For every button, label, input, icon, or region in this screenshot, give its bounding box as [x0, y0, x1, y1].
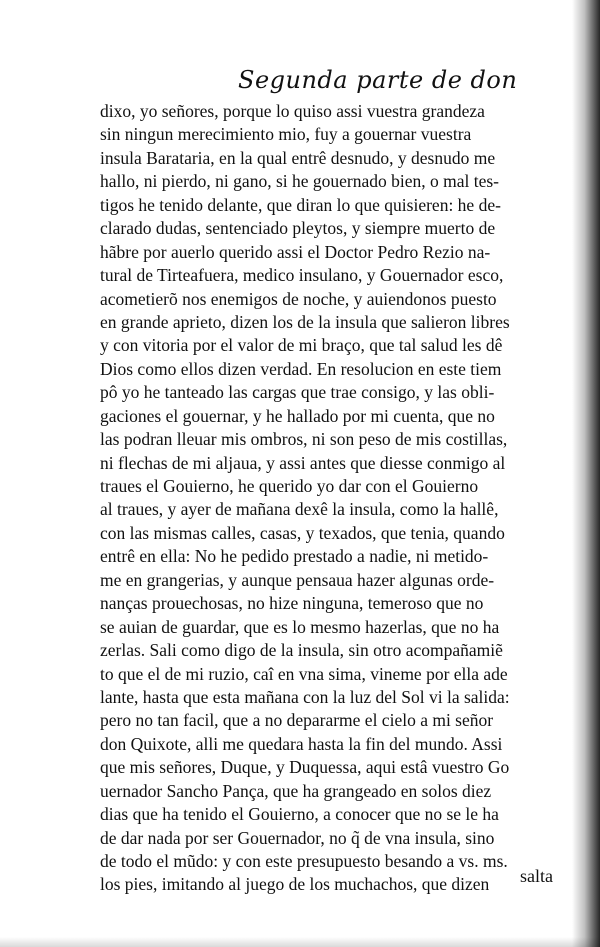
page-bottom-edge — [0, 937, 600, 947]
text-line: hãbre por auerlo querido assi el Doctor Pedro Rezio na- — [100, 241, 491, 262]
spine-shadow — [572, 0, 600, 947]
text-line: nanças prouechosas, no hize ninguna, temeroso que no — [100, 593, 484, 614]
text-line: los pies, imitando al juego de los muchachos, que dizen — [100, 874, 490, 895]
text-line: pô yo he tanteado las cargas que trae consigo, y las obli- — [100, 382, 495, 403]
text-line: uernador Sancho Pança, que ha grangeado en solos diez — [100, 780, 492, 801]
text-line: gaciones el gouernar, y he hallado por mi cuenta, que no — [100, 405, 495, 426]
text-line: y con vitoria por el valor de mi braço, que tal salud les dê — [100, 335, 503, 356]
catchword: salta — [520, 866, 553, 886]
text-line: lante, hasta que esta mañana con la luz del Sol vi la salida: — [100, 686, 510, 707]
text-line: Dios como ellos dizen verdad. En resolucion en este tiem — [100, 358, 502, 379]
text-line: con las mismas calles, casas, y texados, que tenia, quando — [100, 522, 505, 543]
text-line: me en grangerias, y aunque pensaua hazer algunas orde- — [100, 569, 495, 590]
text-line: de todo el mũdo: y con este presupuesto besando a vs. ms. — [100, 851, 508, 871]
text-line: de dar nada por ser Gouernador, no q̃ de vna insula, sino — [100, 827, 495, 848]
running-head: Segunda parte de don — [238, 66, 518, 94]
text-line: don Quixote, alli me quedara hasta la fin del mundo. Assi — [100, 733, 503, 754]
text-line: hallo, ni pierdo, ni gano, si he gouernado bien, o mal tes- — [100, 171, 500, 192]
text-line: al traues, y ayer de mañana dexê la insula, como la hallê, — [100, 499, 499, 520]
text-line: insula Barataria, en la qual entrê desnudo, y desnudo me — [100, 147, 496, 168]
text-line: se auian de guardar, que es lo mesmo hazerlas, que no ha — [100, 616, 500, 637]
text-line: ni flechas de mi aljaua, y assi antes que diesse conmigo al — [100, 452, 506, 473]
text-line: zerlas. Sali como digo de la insula, sin otro acompañamiẽ — [100, 640, 503, 661]
text-line: clarado dudas, sentenciado pleytos, y siempre muerto de — [100, 218, 496, 239]
body-text — [100, 100, 578, 897]
text-line: to que el de mi ruzio, caî en vna sima, vineme por ella ade — [100, 663, 508, 684]
text-line: traues el Gouierno, he querido yo dar con el Gouierno — [100, 476, 479, 496]
text-line: entrê en ella: No he pedido prestado a nadie, ni metido- — [100, 546, 489, 567]
text-line: acometierõ nos enemigos de noche, y auiendonos puesto — [100, 288, 497, 309]
text-line: en grande aprieto, dizen los de la insula que salieron libres — [100, 311, 510, 332]
text-line: pero no tan facil, que a no depararme el cielo a mi señor — [100, 710, 494, 731]
text-line: tigos he tenido delante, que diran lo que quisieren: he de- — [100, 194, 501, 215]
text-line: dixo, yo señores, porque lo quiso assi vuestra grandeza — [100, 101, 485, 121]
text-line: que mis señores, Duque, y Duquessa, aqui estâ vuestro Go — [100, 757, 510, 778]
text-line: sin ningun merecimiento mio, fuy a gouernar vuestra — [100, 124, 472, 145]
text-line: tural de Tirteafuera, medico insulano, y Gouernador esco, — [100, 265, 504, 286]
text-line: las podran lleuar mis ombros, ni son peso de mis costillas, — [100, 429, 508, 450]
text-line: dias que ha tenido el Gouierno, a conocer que no se le ha — [100, 804, 499, 825]
